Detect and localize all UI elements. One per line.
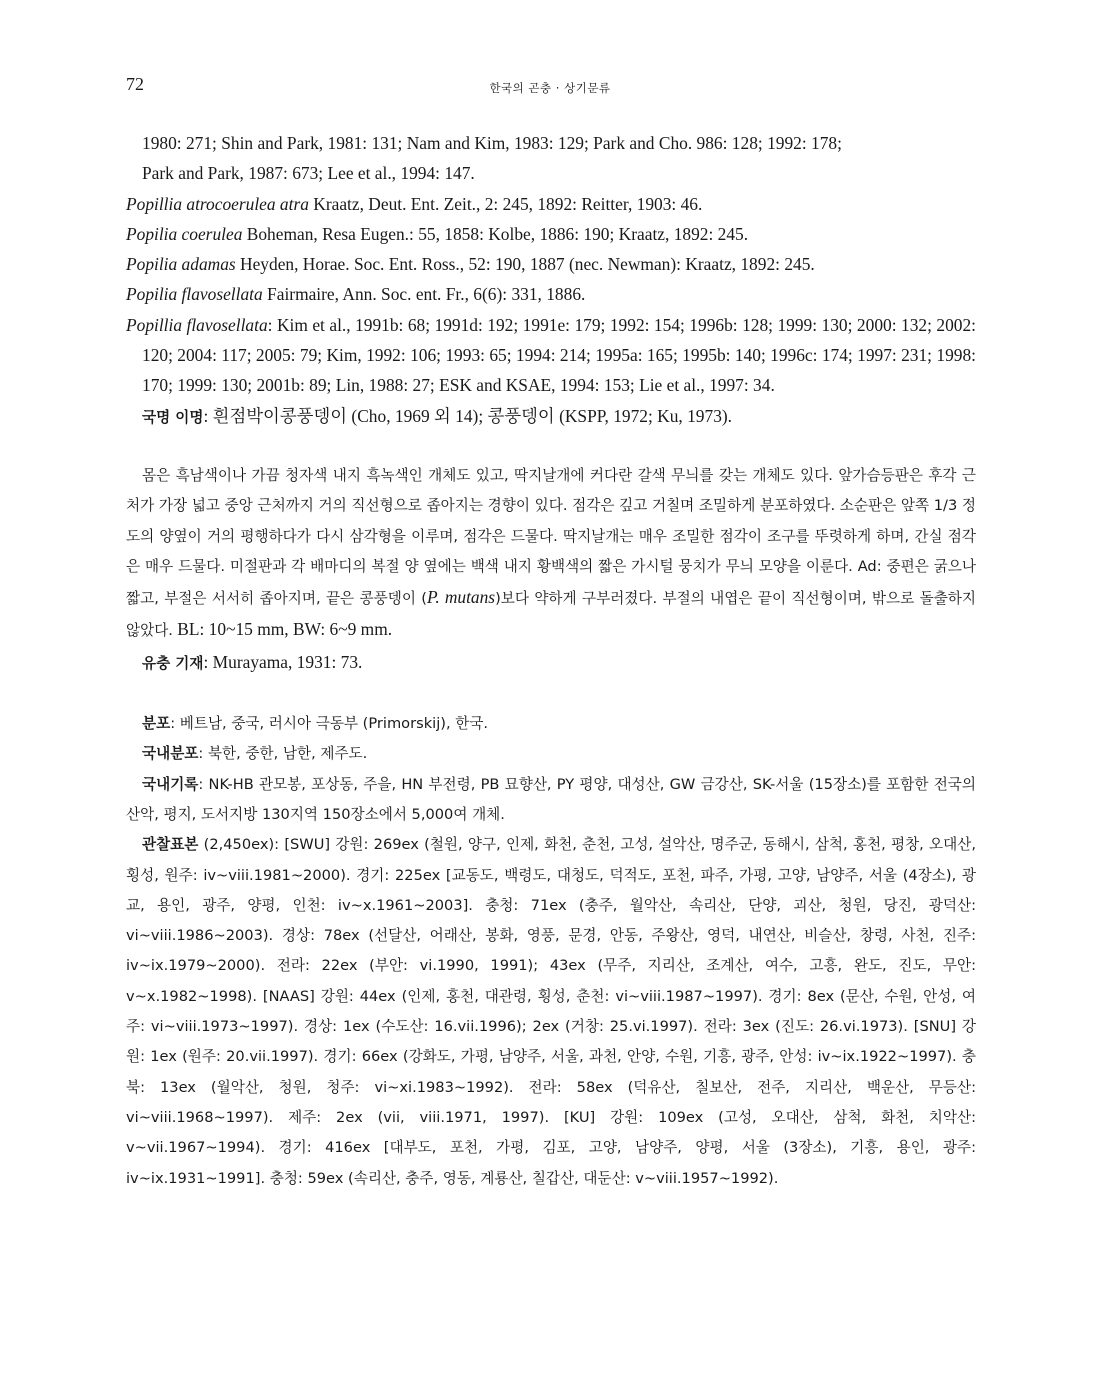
synonym-entry bbox=[126, 279, 976, 309]
description-paragraph bbox=[126, 461, 976, 647]
specimens-paragraph bbox=[126, 830, 976, 1194]
taxon-name: Popillia flavosellata bbox=[126, 314, 268, 335]
page-body bbox=[126, 128, 976, 1194]
synonym-entry bbox=[126, 310, 976, 401]
domestic-records-label: 국내기록 bbox=[142, 775, 199, 793]
synonymy-continuation-line: 1980: 271; Shin and Park, 1981: 131; Nam and Kim, 1983: 129; Park and Cho. 986: 128; 1992: 178; bbox=[142, 133, 842, 153]
description-text: Ad: 중편은 굵으나 짧고, 부절은 서서히 좁아지며, 끝은 콩풍뎅이 ( bbox=[126, 557, 976, 608]
specimens-text: (2,450ex): [SWU] 강원: 269ex (철원, 양구, 인제, 화천, 춘천, 고성, 설악산, 명주군, 동해시, 삼척, 홍천, 평창, 오대산, 횡성, 원주: iv~viii.1981~2000). 경기: 225ex [교동도, 백령도, 대청도, 덕적도, 포천, 파주, 가평, 고양, 남양주, 서울 (4장소), 광교, 용인, 광주, 양평, 인천: iv~x.1961~2003]. 충청: 71ex (충주, 월악산, 속리산, 단양, 괴산, 청원, 당진, 광덕산: vi~viii.1986~2003). 경상: 78ex (선달산, 어래산, 봉화, 영풍, 문경, 안동, 주왕산, 영덕, 내연산, 비슬산, 창령, 사천, 진주: iv~ix.1979~2000). 전라: 22ex (부안: vi.1990, 1991); 43ex (무주, 지리산, 조계산, 여수, 고흥, 완도, 진도, 무안: v~x.1982~1998). [NAAS] 강원: 44ex (인제, 홍천, 대관령, 횡성, 춘천: vi~viii.1987~1997). 경기: 8ex (문산, 수원, 안성, 여주: vi~viii.1973~1997). 경상: 1ex (수도산: 16.vii.1996); 2ex (거창: 25.vi.1997). 전라: 3ex (진도: 26.vi.1973). [SNU] 강원: 1ex (원주: 20.vii.1997). 경기: 66ex (강화도, 가평, 남양주, 서울, 과천, 안양, 수원, 기흥, 광주, 안성: iv~ix.1922~1997). 충북: 13ex (월악산, 청원, 청주: vi~xi.1983~1992). 전라: 58ex (덕유산, 칠보산, 전주, 지리산, 백운산, 무등산: vi~viii.1968~1997). 제주: 2ex (vii, viii.1971, 1997). [KU] 강원: 109ex (고성, 오대산, 삼척, 화천, 치악산: v~vii.1967~1994). 경기: 416ex [대부도, 포천, 가평, 김포, 고양, 남양주, 양평, 서울 (3장소), 기흥, 용인, 광주: iv~ix.1931~1991]. 충청: 59ex (속리산, 충주, 영동, 계룡산, 칠갑산, 대둔산: v~viii.1957~1992). bbox=[126, 836, 976, 1187]
description-text: 몸은 흑남색이나 가끔 청자색 내지 흑녹색인 개체도 있고, 딱지날개에 커다란 갈색 무늬를 갖는 개체도 있다. 앞가슴등판은 후각 근처가 가장 넓고 중앙 근처까지 거의 직선형으로 좁아지는 경향이 있다. 점각은 깊고 거칠며 조밀하게 분포하였다. 소순판은 앞쪽 1/3 정도의 양옆이 거의 평행하다가 다시 삼각형을 이루며, 점각은 드물다. 딱지날개는 매우 조밀한 점각이 조구를 뚜렷하게 하며, 간실 점각은 매우 드물다. 미절판과 각 배마디의 복절 양 옆에는 백색 내지 황백색의 짧은 가시털 뭉치가 무늬 모양을 이룬다. bbox=[126, 466, 976, 575]
synonym-entry bbox=[126, 189, 976, 219]
synonymy-continuation-line: Park and Park, 1987: 673; Lee et al., 1994: 147. bbox=[142, 163, 475, 184]
korean-names-text: : 흰점박이콩풍뎅이 (Cho, 1969 외 14); 콩풍뎅이 (KSPP, 1972; Ku, 1973). bbox=[203, 405, 733, 426]
domestic-records-paragraph bbox=[126, 770, 976, 831]
domestic-records-text: : NK-HB 관모봉, 포상동, 주을, HN 부전령, PB 묘향산, PY 평양, 대성산, GW 금강산, SK-서울 (15장소)를 포함한 전국의 산악, 평지, 도서지방 130지역 150장소에서 5,000여 개체. bbox=[126, 775, 976, 823]
taxon-name: Popilia flavosellata bbox=[126, 284, 263, 305]
synonym-citation: : Kim et al., 1991b: 68; 1991d: 192; 1991e: 179; 1992: 154; 1996b: 128; 1999: 130; 2000: 132; 2002: 120; 2004: 117; 2005: 79; Kim, 1992: 106; 1993: 65; 1994: 214; 1995a: 165; 1995b: 140; 1996c: 174; 1997: 231; 1998: 170; 1999: 130; 2001b: 89; Lin, 1988: 27; ESK and KSAE, 1994: 153; Lie et al., 1997: 34. bbox=[142, 314, 976, 396]
synonym-citation: Fairmaire, Ann. Soc. ent. Fr., 6(6): 331, 1886. bbox=[262, 284, 586, 305]
taxon-name: Popilia adamas bbox=[126, 254, 236, 275]
synonym-entry bbox=[126, 219, 976, 249]
korean-names-label: 국명 이명 bbox=[142, 408, 204, 426]
synonym-citation: Boheman, Resa Eugen.: 55, 1858: Kolbe, 1886: 190; Kraatz, 1892: 245. bbox=[242, 223, 749, 244]
domestic-distribution-label: 국내분포 bbox=[142, 745, 199, 763]
larva-text: : Murayama, 1931: 73. bbox=[203, 651, 363, 672]
larva-paragraph bbox=[126, 647, 976, 679]
domestic-distribution-text: : 북한, 중한, 남한, 제주도. bbox=[198, 745, 368, 763]
running-head: 한국의 곤충 · 상기문류 bbox=[489, 81, 611, 95]
domestic-distribution-paragraph bbox=[126, 739, 976, 769]
section-spacer bbox=[126, 679, 976, 709]
korean-names-paragraph bbox=[126, 401, 976, 433]
description-text: )보다 약하게 구부러졌다. 부절의 내엽은 끝이 직선형이며, 밖으로 돌출하지 않았다. bbox=[126, 590, 976, 640]
distribution-text: : 베트남, 중국, 러시아 극동부 (Primorskij), 한국. bbox=[170, 715, 489, 733]
page-number: 72 bbox=[126, 74, 144, 94]
synonym-citation: Heyden, Horae. Soc. Ent. Ross., 52: 190, 1887 (nec. Newman): Kraatz, 1892: 245. bbox=[235, 254, 815, 275]
species-name: P. mutans bbox=[427, 587, 496, 608]
body-measurements: BL: 10~15 mm, BW: 6~9 mm. bbox=[172, 619, 393, 640]
distribution-paragraph bbox=[126, 709, 976, 739]
synonymy-continuation bbox=[126, 128, 976, 189]
synonym-entry bbox=[126, 249, 976, 279]
specimens-label: 관찰표본 bbox=[142, 836, 199, 854]
taxon-name: Popilia coerulea bbox=[126, 223, 243, 244]
taxon-name: Popillia atrocoerulea atra bbox=[126, 193, 309, 214]
section-spacer bbox=[126, 433, 976, 461]
distribution-label: 분포 bbox=[142, 715, 171, 733]
synonym-citation: Kraatz, Deut. Ent. Zeit., 2: 245, 1892: Reitter, 1903: 46. bbox=[308, 193, 703, 214]
larva-label: 유충 기재 bbox=[142, 654, 204, 672]
